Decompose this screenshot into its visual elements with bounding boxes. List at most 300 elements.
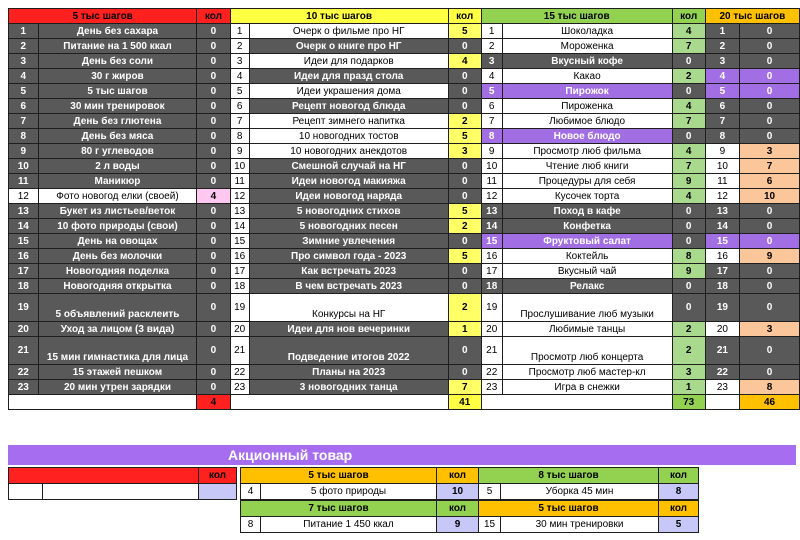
task-5k-name: Уход за лицом (3 вида) — [38, 322, 197, 337]
task-10k-name: Идеи для нов вечеринки — [249, 322, 448, 337]
task-15k-count: 0 — [672, 234, 705, 249]
task-5k-name: 15 этажей пешком — [38, 365, 197, 380]
table-row — [9, 114, 800, 129]
main-table-wrap — [8, 8, 800, 410]
task-10k-num: 17 — [230, 264, 249, 279]
task-5k-count: 0 — [197, 365, 230, 380]
group-5k-title: 5 тыс шагов — [9, 9, 197, 24]
table-row — [9, 322, 800, 337]
task-5k-count: 0 — [197, 322, 230, 337]
task-5k-num: 11 — [9, 174, 39, 189]
task-10k-name: Очерк о книге про НГ — [249, 39, 448, 54]
task-10k-name: Зимние увлечения — [249, 234, 448, 249]
promo-8k-table — [478, 467, 699, 500]
task-5k-num: 4 — [9, 69, 39, 84]
task-15k-count: 2 — [672, 337, 705, 365]
task-10k-count: 5 — [448, 24, 481, 39]
table-row — [9, 189, 800, 204]
task-20k-num: 3 — [705, 54, 739, 69]
task-15k-name: Прослушивание люб музыки — [502, 294, 672, 322]
task-15k-num: 2 — [481, 39, 502, 54]
task-15k-num: 7 — [481, 114, 502, 129]
task-15k-name: Любимые танцы — [502, 322, 672, 337]
task-20k-num: 8 — [705, 129, 739, 144]
task-5k-num: 8 — [9, 129, 39, 144]
task-5k-name: 10 фото природы (свои) — [38, 219, 197, 234]
task-15k-count: 1 — [672, 380, 705, 395]
total-5k: 4 — [197, 395, 230, 410]
task-15k-name: Новое блюдо — [502, 129, 672, 144]
task-20k-num: 12 — [705, 189, 739, 204]
task-10k-count: 0 — [448, 174, 481, 189]
task-20k-count: 3 — [740, 322, 800, 337]
task-15k-name: Коктейль — [502, 249, 672, 264]
task-5k-name: Новогодняя поделка — [38, 264, 197, 279]
total-15k: 73 — [672, 395, 705, 410]
task-15k-num: 20 — [481, 322, 502, 337]
group-15k-title: 15 тыс шагов — [481, 9, 672, 24]
task-20k-num: 23 — [705, 380, 739, 395]
task-10k-num: 8 — [230, 129, 249, 144]
promo-7k-val: 9 — [437, 517, 479, 533]
task-15k-name: Пирожок — [502, 84, 672, 99]
task-10k-count: 5 — [448, 204, 481, 219]
promo-7k-col: кол — [437, 501, 479, 517]
task-15k-name: Конфетка — [502, 219, 672, 234]
task-5k-name: День на овощах — [38, 234, 197, 249]
task-5k-count: 0 — [197, 99, 230, 114]
task-15k-name: Кусочек торта — [502, 189, 672, 204]
table-row — [9, 159, 800, 174]
task-5k-num: 20 — [9, 322, 39, 337]
table-row — [9, 380, 800, 395]
task-10k-name: 10 новогодних тостов — [249, 129, 448, 144]
task-10k-name: 5 новогодних стихов — [249, 204, 448, 219]
task-5k-count: 0 — [197, 129, 230, 144]
header-row — [9, 9, 800, 24]
task-20k-num: 14 — [705, 219, 739, 234]
task-10k-count: 5 — [448, 249, 481, 264]
task-20k-num: 16 — [705, 249, 739, 264]
task-10k-name: 3 новогодних танца — [249, 380, 448, 395]
promo-8k-col: кол — [659, 468, 699, 484]
task-5k-name: День без глютена — [38, 114, 197, 129]
task-15k-num: 6 — [481, 99, 502, 114]
task-15k-count: 4 — [672, 24, 705, 39]
table-row — [9, 69, 800, 84]
task-5k-count: 0 — [197, 204, 230, 219]
task-15k-num: 13 — [481, 204, 502, 219]
task-15k-num: 8 — [481, 129, 502, 144]
task-10k-count: 0 — [448, 365, 481, 380]
task-10k-num: 20 — [230, 322, 249, 337]
task-10k-count: 0 — [448, 39, 481, 54]
task-15k-num: 11 — [481, 174, 502, 189]
task-5k-num: 18 — [9, 279, 39, 294]
task-5k-num: 12 — [9, 189, 39, 204]
table-row — [9, 174, 800, 189]
task-5k-count: 0 — [197, 84, 230, 99]
task-10k-num: 11 — [230, 174, 249, 189]
task-15k-name: Просмотр люб концерта — [502, 337, 672, 365]
task-20k-count: 0 — [740, 54, 800, 69]
task-15k-num: 19 — [481, 294, 502, 322]
task-20k-count: 0 — [740, 365, 800, 380]
group-5k-col: кол — [197, 9, 230, 24]
task-10k-num: 21 — [230, 337, 249, 365]
task-10k-name: Планы на 2023 — [249, 365, 448, 380]
task-5k-num: 16 — [9, 249, 39, 264]
task-5k-num: 13 — [9, 204, 39, 219]
task-5k-num: 17 — [9, 264, 39, 279]
table-row — [9, 337, 800, 365]
task-5k-num: 22 — [9, 365, 39, 380]
table-row — [9, 219, 800, 234]
task-10k-num: 19 — [230, 294, 249, 322]
task-15k-num: 10 — [481, 159, 502, 174]
table-row — [9, 365, 800, 380]
task-10k-count: 0 — [448, 279, 481, 294]
task-10k-count: 0 — [448, 69, 481, 84]
task-15k-count: 0 — [672, 294, 705, 322]
task-10k-name: Рецепт новогод блюда — [249, 99, 448, 114]
task-10k-num: 22 — [230, 365, 249, 380]
task-20k-count: 0 — [740, 294, 800, 322]
task-10k-count: 0 — [448, 99, 481, 114]
task-20k-count: 0 — [740, 234, 800, 249]
task-20k-num: 6 — [705, 99, 739, 114]
task-10k-count: 2 — [448, 114, 481, 129]
task-5k-num: 6 — [9, 99, 39, 114]
table-row — [9, 234, 800, 249]
task-10k-count: 1 — [448, 322, 481, 337]
task-20k-count: 0 — [740, 84, 800, 99]
table-row — [9, 54, 800, 69]
task-10k-name: Как встречать 2023 — [249, 264, 448, 279]
task-20k-count: 7 — [740, 159, 800, 174]
task-10k-count: 2 — [448, 219, 481, 234]
task-10k-num: 3 — [230, 54, 249, 69]
task-15k-name: Просмотр люб фильма — [502, 144, 672, 159]
task-15k-num: 21 — [481, 337, 502, 365]
task-15k-name: Чтение люб книги — [502, 159, 672, 174]
task-5k-count: 0 — [197, 39, 230, 54]
promo-title: Акционный товар — [8, 445, 796, 465]
task-15k-num: 3 — [481, 54, 502, 69]
totals-row — [9, 395, 800, 410]
promo-7k-table — [240, 500, 479, 533]
task-15k-count: 7 — [672, 159, 705, 174]
task-5k-num: 9 — [9, 144, 39, 159]
task-10k-count: 0 — [448, 234, 481, 249]
task-5k-name: 2 л воды — [38, 159, 197, 174]
task-20k-num: 4 — [705, 69, 739, 84]
task-15k-num: 18 — [481, 279, 502, 294]
task-10k-name: 10 новогодних анекдотов — [249, 144, 448, 159]
promo-8k-title: 8 тыс шагов — [479, 468, 659, 484]
task-5k-num: 5 — [9, 84, 39, 99]
promo-8k-num: 5 — [479, 484, 501, 500]
task-15k-name: Вкусный кофе — [502, 54, 672, 69]
task-10k-name: Подведение итогов 2022 — [249, 337, 448, 365]
task-5k-count: 0 — [197, 249, 230, 264]
table-row — [9, 204, 800, 219]
group-10k-title: 10 тыс шагов — [230, 9, 448, 24]
task-5k-count: 0 — [197, 114, 230, 129]
task-10k-count: 0 — [448, 337, 481, 365]
task-10k-num: 2 — [230, 39, 249, 54]
table-row — [9, 279, 800, 294]
task-15k-count: 2 — [672, 69, 705, 84]
task-20k-count: 0 — [740, 204, 800, 219]
task-5k-num: 10 — [9, 159, 39, 174]
task-5k-name: 5 объявлений расклеить — [38, 294, 197, 322]
promo-5k-col: кол — [437, 468, 479, 484]
task-5k-count: 0 — [197, 337, 230, 365]
task-5k-count: 0 — [197, 219, 230, 234]
task-15k-name: Мороженка — [502, 39, 672, 54]
task-15k-count: 8 — [672, 249, 705, 264]
task-15k-count: 9 — [672, 264, 705, 279]
task-20k-count: 0 — [740, 337, 800, 365]
task-10k-num: 6 — [230, 99, 249, 114]
task-5k-num: 21 — [9, 337, 39, 365]
task-15k-count: 4 — [672, 144, 705, 159]
task-20k-count: 0 — [740, 24, 800, 39]
task-20k-num: 13 — [705, 204, 739, 219]
promo-5k-b-table — [478, 500, 699, 533]
task-10k-count: 5 — [448, 129, 481, 144]
task-10k-name: Про символ года - 2023 — [249, 249, 448, 264]
task-20k-count: 0 — [740, 39, 800, 54]
task-15k-num: 15 — [481, 234, 502, 249]
task-15k-count: 9 — [672, 174, 705, 189]
task-5k-count: 0 — [197, 69, 230, 84]
task-10k-count: 0 — [448, 84, 481, 99]
task-10k-count: 4 — [448, 54, 481, 69]
task-5k-count: 0 — [197, 174, 230, 189]
task-15k-name: Поход в кафе — [502, 204, 672, 219]
task-5k-count: 0 — [197, 24, 230, 39]
task-5k-count: 0 — [197, 279, 230, 294]
promo-5k-name: 5 фото природы — [261, 484, 437, 500]
promo-left-name — [43, 484, 199, 500]
task-5k-name: Маникюр — [38, 174, 197, 189]
task-10k-name: Идеи для подарков — [249, 54, 448, 69]
promo-8k-name: Уборка 45 мин — [501, 484, 659, 500]
task-5k-num: 14 — [9, 219, 39, 234]
task-15k-num: 17 — [481, 264, 502, 279]
task-10k-count: 0 — [448, 264, 481, 279]
task-10k-count: 2 — [448, 294, 481, 322]
task-10k-num: 5 — [230, 84, 249, 99]
promo-8k-val: 8 — [659, 484, 699, 500]
task-20k-num: 19 — [705, 294, 739, 322]
task-15k-name: Процедуры для себя — [502, 174, 672, 189]
task-10k-num: 4 — [230, 69, 249, 84]
group-10k-col: кол — [448, 9, 481, 24]
task-15k-count: 7 — [672, 114, 705, 129]
promo-5k-num: 4 — [241, 484, 261, 500]
task-10k-name: Смешной случай на НГ — [249, 159, 448, 174]
task-15k-count: 0 — [672, 204, 705, 219]
task-20k-count: 0 — [740, 129, 800, 144]
task-15k-num: 22 — [481, 365, 502, 380]
task-10k-name: 5 новогодних песен — [249, 219, 448, 234]
task-15k-count: 3 — [672, 365, 705, 380]
task-5k-name: 15 мин гимнастика для лица — [38, 337, 197, 365]
task-5k-name: Букет из листьев/веток — [38, 204, 197, 219]
task-10k-name: Конкурсы на НГ — [249, 294, 448, 322]
task-15k-count: 0 — [672, 54, 705, 69]
task-15k-count: 0 — [672, 279, 705, 294]
promo-5k-table — [240, 467, 479, 500]
task-5k-num: 19 — [9, 294, 39, 322]
task-10k-num: 1 — [230, 24, 249, 39]
task-10k-name: Идеи новогод наряда — [249, 189, 448, 204]
main-table — [8, 8, 800, 410]
task-5k-num: 1 — [9, 24, 39, 39]
task-5k-name: День без соли — [38, 54, 197, 69]
task-15k-num: 4 — [481, 69, 502, 84]
task-10k-num: 23 — [230, 380, 249, 395]
task-10k-name: Рецепт зимнего напитка — [249, 114, 448, 129]
task-10k-num: 12 — [230, 189, 249, 204]
table-row — [9, 129, 800, 144]
task-20k-num: 21 — [705, 337, 739, 365]
task-20k-count: 0 — [740, 114, 800, 129]
task-20k-num: 22 — [705, 365, 739, 380]
task-5k-name: День без сахара — [38, 24, 197, 39]
table-row — [9, 249, 800, 264]
task-15k-count: 7 — [672, 39, 705, 54]
task-10k-count: 7 — [448, 380, 481, 395]
task-5k-num: 23 — [9, 380, 39, 395]
task-15k-name: Релакс — [502, 279, 672, 294]
task-5k-count: 0 — [197, 144, 230, 159]
task-15k-count: 2 — [672, 322, 705, 337]
task-5k-count: 4 — [197, 189, 230, 204]
promo-left-val — [199, 484, 237, 500]
task-20k-count: 0 — [740, 99, 800, 114]
task-5k-name: День без мяса — [38, 129, 197, 144]
task-15k-num: 9 — [481, 144, 502, 159]
task-5k-num: 7 — [9, 114, 39, 129]
task-10k-num: 15 — [230, 234, 249, 249]
task-5k-name: 30 мин тренировок — [38, 99, 197, 114]
task-10k-num: 14 — [230, 219, 249, 234]
promo-left-num — [9, 484, 43, 500]
task-20k-count: 6 — [740, 174, 800, 189]
task-15k-name: Фруктовый салат — [502, 234, 672, 249]
task-5k-name: 20 мин утрен зарядки — [38, 380, 197, 395]
task-20k-count: 9 — [740, 249, 800, 264]
promo-left-table — [8, 467, 237, 500]
task-20k-num: 18 — [705, 279, 739, 294]
task-5k-name: День без молочки — [38, 249, 197, 264]
group-20k-title: 20 тыс шагов — [705, 9, 799, 24]
task-5k-count: 0 — [197, 380, 230, 395]
task-5k-name: Питание на 1 500 ккал — [38, 39, 197, 54]
task-5k-count: 0 — [197, 159, 230, 174]
task-20k-num: 1 — [705, 24, 739, 39]
task-20k-num: 20 — [705, 322, 739, 337]
task-15k-num: 5 — [481, 84, 502, 99]
promo-5k-title: 5 тыс шагов — [241, 468, 437, 484]
group-15k-col: кол — [672, 9, 705, 24]
task-10k-num: 7 — [230, 114, 249, 129]
table-row — [9, 99, 800, 114]
task-20k-num: 17 — [705, 264, 739, 279]
task-15k-name: Пироженка — [502, 99, 672, 114]
task-10k-num: 13 — [230, 204, 249, 219]
task-10k-name: В чем встречать 2023 — [249, 279, 448, 294]
promo-5k-val: 10 — [437, 484, 479, 500]
total-20k: 46 — [740, 395, 800, 410]
task-20k-num: 7 — [705, 114, 739, 129]
task-20k-num: 10 — [705, 159, 739, 174]
task-5k-name: 5 тыс шагов — [38, 84, 197, 99]
promo-7k-num: 8 — [241, 517, 261, 533]
task-20k-num: 15 — [705, 234, 739, 249]
task-20k-count: 3 — [740, 144, 800, 159]
task-20k-num: 9 — [705, 144, 739, 159]
task-20k-num: 11 — [705, 174, 739, 189]
task-15k-name: Игра в снежки — [502, 380, 672, 395]
table-row — [9, 39, 800, 54]
task-15k-count: 4 — [672, 99, 705, 114]
task-20k-count: 8 — [740, 380, 800, 395]
promo-5k-b-title: 5 тыс шагов — [479, 501, 659, 517]
task-20k-count: 0 — [740, 264, 800, 279]
promo-7k-name: Питание 1 450 ккал — [261, 517, 437, 533]
task-20k-count: 10 — [740, 189, 800, 204]
total-10k: 41 — [448, 395, 481, 410]
table-row — [9, 264, 800, 279]
promo-5k-b-col: кол — [659, 501, 699, 517]
task-15k-name: Любимое блюдо — [502, 114, 672, 129]
task-5k-name: Новогодняя открытка — [38, 279, 197, 294]
task-20k-num: 2 — [705, 39, 739, 54]
task-20k-count: 0 — [740, 279, 800, 294]
promo-7k-title: 7 тыс шагов — [241, 501, 437, 517]
task-15k-num: 1 — [481, 24, 502, 39]
task-10k-num: 18 — [230, 279, 249, 294]
task-20k-count: 0 — [740, 69, 800, 84]
task-10k-count: 3 — [448, 144, 481, 159]
promo-left-col: кол — [199, 468, 237, 484]
task-5k-num: 3 — [9, 54, 39, 69]
task-10k-count: 0 — [448, 189, 481, 204]
task-5k-name: Фото новогод елки (своей) — [38, 189, 197, 204]
task-10k-num: 9 — [230, 144, 249, 159]
task-10k-name: Идеи для празд стола — [249, 69, 448, 84]
task-10k-name: Очерк о фильме про НГ — [249, 24, 448, 39]
task-15k-name: Просмотр люб мастер-кл — [502, 365, 672, 380]
promo-5k-b-val: 5 — [659, 517, 699, 533]
task-10k-count: 0 — [448, 159, 481, 174]
table-row — [9, 294, 800, 322]
promo-5k-b-name: 30 мин тренировки — [501, 517, 659, 533]
promo-5k-b-num: 15 — [479, 517, 501, 533]
task-10k-name: Идеи украшения дома — [249, 84, 448, 99]
task-10k-num: 10 — [230, 159, 249, 174]
table-row — [9, 24, 800, 39]
task-10k-num: 16 — [230, 249, 249, 264]
task-15k-count: 0 — [672, 219, 705, 234]
task-15k-count: 0 — [672, 129, 705, 144]
task-15k-num: 12 — [481, 189, 502, 204]
